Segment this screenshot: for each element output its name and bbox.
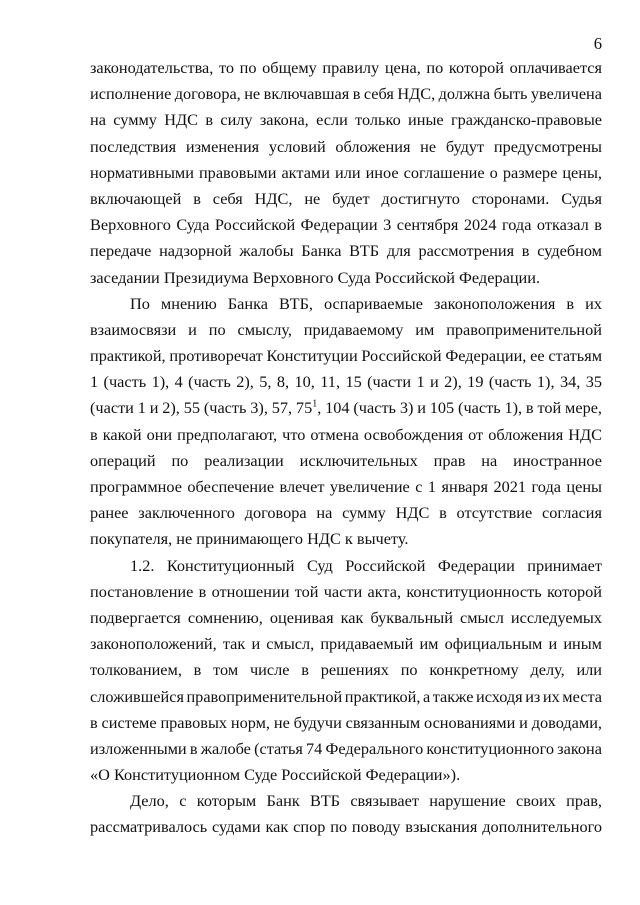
text-line-content: 1.2. Конституционный Суд Российской Федерации принимает [130,555,602,575]
text-line [90,657,602,683]
text-line-content: включающей в себя НДС, не будет достигнуто сторонами. Судья [90,188,602,208]
text-line-continuation: , 104 (часть 3) и 105 (часть 1), в той мере, [317,398,603,418]
text-line [90,317,602,343]
text-line [90,579,602,605]
text-line [90,684,602,710]
text-line-content: рассматривалось судами как спор по поводу взыскания дополнительного [90,817,602,837]
text-line [90,762,602,788]
text-line-content: постановление в отношении той части акта, конституционность которой [90,581,602,601]
text-line [90,788,602,814]
text-line-content: сложившейся правоприменительной практикой, а также исходя из их места [90,686,602,706]
text-line-content: «О Конституционном Суде Российской Федерации»). [90,765,461,785]
text-line-content: законоположений, так и смысл, придаваемый им официальным и иным [90,634,602,654]
text-line-content: взаимосвязи и по смыслу, придаваемому им правоприменительной [90,319,602,339]
text-line [90,631,602,657]
document-body [90,55,602,841]
text-line-content: операций по реализации исключительных прав на иностранное [90,450,602,470]
text-line-content: практикой, противоречат Конституции Российской Федерации, ее статьям [90,346,602,366]
text-line-content: изложенными в жалобе (статья 74 Федерального конституционного закона [90,738,602,758]
text-line [90,107,602,133]
text-line [90,160,602,186]
text-line [90,212,602,238]
text-line [90,448,602,474]
text-line [90,814,602,840]
text-line-content: толкованием, в том числе в решениях по конкретному делу, или [90,660,602,680]
page-number: 6 [593,34,602,53]
text-line [90,369,602,395]
text-line-content: По мнению Банка ВТБ, оспариваемые законоположения в их [130,293,602,313]
text-line [90,710,602,736]
text-line [90,605,602,631]
text-line [90,500,602,526]
text-line-content: программное обеспечение влечет увеличение с 1 января 2021 года цены [90,477,602,496]
text-line [90,238,602,264]
text-line [90,134,602,160]
superscript: 1 [312,399,318,411]
text-line [90,553,602,579]
text-line-content: 1 (часть 1), 4 (часть 2), 5, 8, 10, 11, 15 (части 1 и 2), 19 (часть 1), 34, 35 [90,372,602,392]
text-line-content: подвергается сомнению, оценивая как буквальный смысл исследуемых [90,607,602,627]
text-line [90,55,602,81]
text-line-content: нормативными правовыми актами или иное соглашение о размере цены, [90,162,602,182]
text-line [90,186,602,212]
text-line [90,736,602,762]
text-line-content: заседании Президиума Верховного Суда Российской Федерации. [90,267,541,287]
text-line-content: покупателя, не принимающего НДС к вычету. [90,529,409,549]
text-line-content: последствия изменения условий обложения не будут предусмотрены [90,136,602,156]
text-line-content: законодательства, то по общему правилу цена, по которой оплачивается [90,58,602,77]
text-line [90,81,602,107]
text-line-content: Верховного Суда Российской Федерации 3 сентября 2024 года отказал в [90,215,602,235]
text-line-content: исполнение договора, не включавшая в себя НДС, должна быть увеличена [90,84,602,104]
text-line-content: (части 1 и 2), 55 (часть 3), 57, 75 [90,398,313,418]
text-line [90,291,602,317]
text-line [90,422,602,448]
text-line-content: в какой они предполагают, что отмена освобождения от обложения НДС [90,424,602,444]
text-line-content: передаче надзорной жалобы Банка ВТБ для рассмотрения в судебном [90,241,602,261]
text-line-content: ранее заключенного договора на сумму НДС в отсутствие согласия [90,503,602,523]
text-line-content: на сумму НДС в силу закона, если только иные гражданско-правовые [90,110,602,130]
text-line [90,526,602,552]
text-line [90,265,602,291]
text-line [90,395,602,421]
text-line [90,343,602,369]
text-line [90,474,602,500]
text-line-content: в системе правовых норм, не будучи связанным основаниями и доводами, [90,712,602,732]
text-line-content: Дело, с которым Банк ВТБ связывает нарушение своих прав, [130,791,602,811]
